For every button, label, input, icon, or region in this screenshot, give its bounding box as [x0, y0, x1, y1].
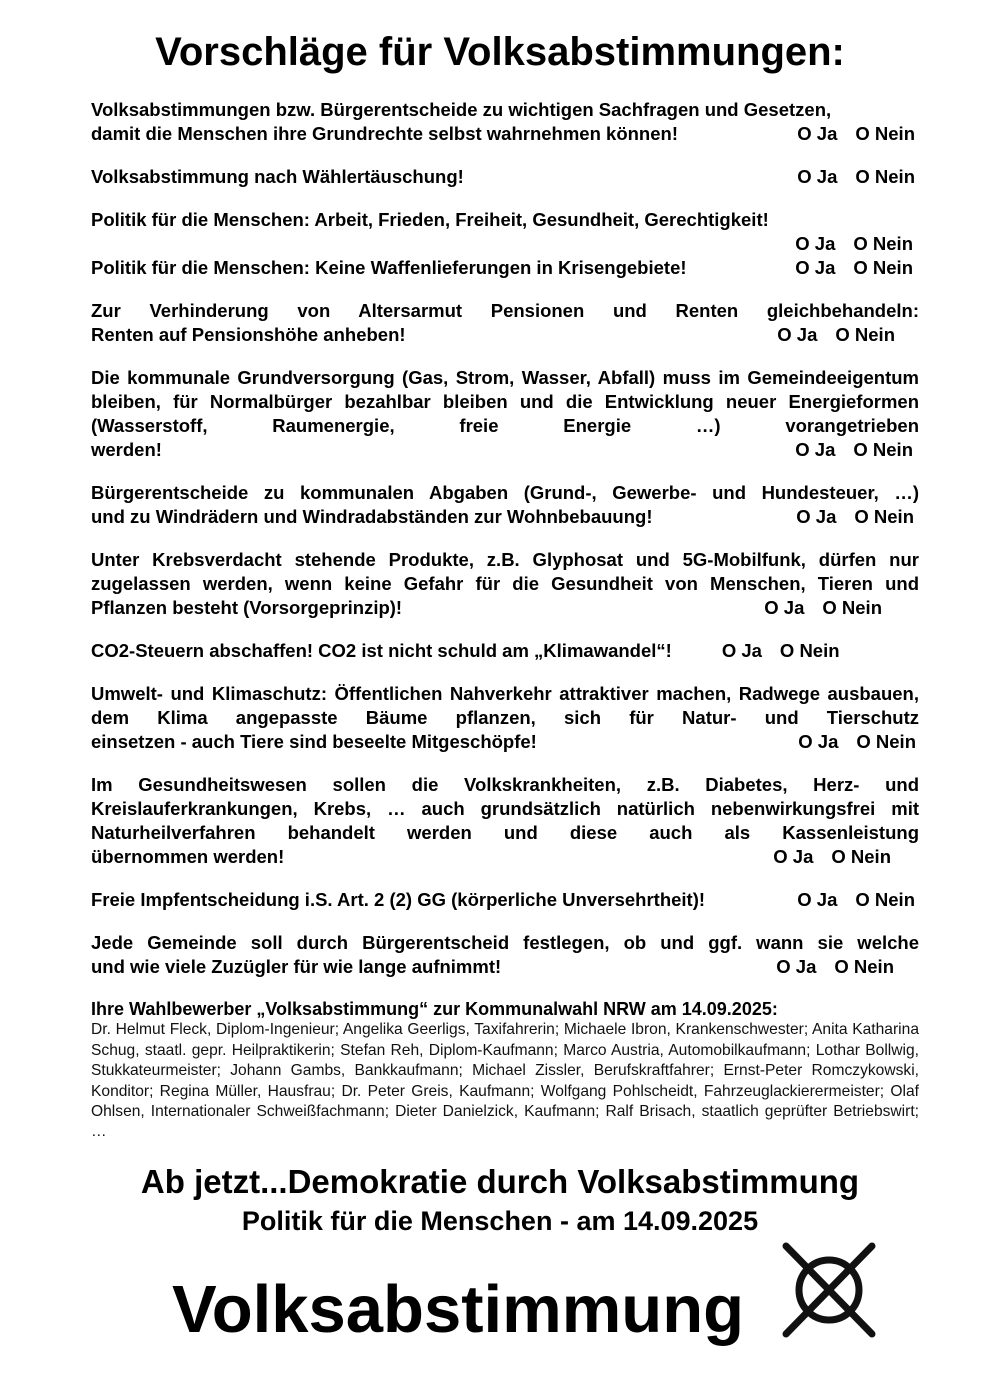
vote-options [797, 165, 915, 189]
vote-yes-option[interactable]: O Ja [795, 233, 836, 255]
proposal-item [91, 165, 919, 189]
proposal-text: Freie Impfentscheidung i.S. Art. 2 (2) GG (körperliche Unversehrtheit)! [91, 888, 706, 910]
vote-yes-option[interactable]: O Ja [776, 956, 817, 978]
vote-no-option[interactable]: O Nein [831, 845, 891, 867]
vote-no-option[interactable]: O Nein [855, 166, 915, 188]
proposal-item [91, 481, 919, 529]
proposal-text: Volksabstimmung nach Wählertäuschung! [91, 166, 464, 188]
proposal-last-line [91, 955, 919, 979]
vote-options [798, 730, 916, 754]
proposal-item [91, 299, 919, 347]
proposal-item [91, 208, 919, 256]
proposal-last-line [91, 639, 919, 663]
vote-options [773, 845, 891, 869]
vote-no-option[interactable]: O Nein [834, 956, 894, 978]
proposal-text: und zu Windrädern und Windradabständen zur Wohnbebauung! [91, 505, 653, 527]
vote-no-option[interactable]: O Nein [822, 596, 882, 618]
vote-yes-option[interactable]: O Ja [721, 640, 762, 662]
vote-no-option[interactable]: O Nein [853, 256, 913, 278]
proposal-text: Renten auf Pensionshöhe anheben! [91, 324, 406, 346]
proposal-text: Zur Verhinderung von Altersarmut Pensionen und Renten gleichbehandeln: [91, 300, 919, 322]
proposal-list [91, 98, 919, 1143]
vote-no-option[interactable]: O Nein [856, 730, 916, 752]
proposal-item [91, 639, 919, 663]
proposal-text: werden! [91, 438, 162, 460]
vote-no-option[interactable]: O Nein [854, 505, 914, 527]
vote-options [722, 639, 840, 663]
proposal-text: Politik für die Menschen: Keine Waffenlieferungen in Krisengebiete! [91, 256, 687, 278]
vote-no-option[interactable]: O Nein [835, 324, 895, 346]
proposal-text: Unter Krebsverdacht stehende Produkte, z.B. Glyphosat und 5G-Mobilfunk, dürfen nur zugelassen werden, wenn keine Gefahr für die Gesundheit von Menschen, Tieren und [91, 549, 919, 594]
vote-no-option[interactable]: O Nein [853, 438, 913, 460]
vote-no-option[interactable]: O Nein [855, 888, 915, 910]
vote-options [776, 955, 894, 979]
proposal-last-line [91, 845, 919, 869]
proposal-text: Umwelt- und Klimaschutz: Öffentlichen Nahverkehr attraktiver machen, Radwege ausbauen, dem Klima angepasste Bäume pflanzen, sich für Natur- und Tierschutz [91, 683, 919, 729]
proposal-item [91, 548, 919, 619]
vote-options [795, 256, 913, 280]
vote-options [797, 888, 915, 912]
proposal-text: CO2-Steuern abschaffen! CO2 ist nicht schuld am „Klimawandel“! [91, 640, 672, 662]
party-name: Volksabstimmung [172, 1272, 745, 1347]
vote-options [777, 323, 895, 347]
proposal-last-line [91, 232, 919, 256]
vote-yes-option[interactable]: O Ja [797, 122, 838, 144]
vote-yes-option[interactable]: O Ja [773, 845, 814, 867]
slogan-headline: Ab jetzt...Demokratie durch Volksabstimmung [140, 1163, 860, 1200]
proposal-text: Pflanzen besteht (Vorsorgeprinzip)! [91, 596, 403, 618]
proposal-item [91, 931, 919, 979]
proposal-last-line [91, 730, 919, 754]
proposal-last-line [91, 505, 919, 529]
vote-yes-option[interactable]: O Ja [798, 730, 839, 752]
proposal-text: Volksabstimmungen bzw. Bürgerentscheide zu wichtigen Sachfragen und Gesetzen, [91, 99, 832, 120]
vote-yes-option[interactable]: O Ja [795, 256, 836, 278]
proposal-text: und wie viele Zuzügler für wie lange aufnimmt! [91, 956, 502, 978]
proposal-last-line [91, 122, 919, 146]
vote-yes-option[interactable]: O Ja [797, 166, 838, 188]
proposal-item [91, 682, 919, 753]
proposal-item [91, 888, 919, 912]
candidates-section [91, 998, 919, 1142]
proposal-text: damit die Menschen ihre Grundrechte selbst wahrnehmen können! [91, 122, 678, 144]
vote-options [795, 232, 913, 256]
proposal-text: übernommen werden! [91, 845, 285, 867]
vote-yes-option[interactable]: O Ja [795, 438, 836, 460]
vote-options [797, 122, 915, 146]
proposal-item [91, 98, 919, 146]
proposal-text: einsetzen - auch Tiere sind beseelte Mitgeschöpfe! [91, 730, 537, 752]
proposal-text: Die kommunale Grundversorgung (Gas, Strom, Wasser, Abfall) muss im Gemeindeeigentum bleiben, für Normalbürger bezahlbar bleiben und die Entwicklung neuer Energieformen (Wasserstoff, Raumenergie, freie Energie …) vorangetrieben [91, 367, 919, 436]
proposal-last-line [91, 323, 919, 347]
vote-options [796, 505, 914, 529]
proposal-text: Jede Gemeinde soll durch Bürgerentscheid festlegen, ob und ggf. wann sie welche [91, 932, 919, 954]
proposal-last-line [91, 256, 919, 280]
vote-yes-option[interactable]: O Ja [797, 888, 838, 910]
ballot-cross-icon [778, 1240, 880, 1340]
proposal-last-line [91, 596, 919, 620]
proposal-last-line [91, 165, 919, 189]
candidates-heading: Ihre Wahlbewerber „Volksabstimmung“ zur Kommunalwahl NRW am 14.09.2025: [91, 999, 778, 1020]
page-title: Vorschläge für Volksabstimmungen: [155, 30, 845, 74]
vote-yes-option[interactable]: O Ja [777, 324, 818, 346]
proposal-item [91, 256, 919, 280]
proposal-text: Bürgerentscheide zu kommunalen Abgaben (Grund-, Gewerbe- und Hundesteuer, …) [91, 482, 919, 504]
proposal-item [91, 773, 919, 868]
slogan-subline: Politik für die Menschen - am 14.09.2025 [241, 1206, 759, 1236]
vote-no-option[interactable]: O Nein [853, 233, 913, 255]
vote-yes-option[interactable]: O Ja [796, 505, 837, 527]
vote-no-option[interactable]: O Nein [779, 640, 840, 662]
proposal-last-line [91, 888, 919, 912]
candidates-list: Dr. Helmut Fleck, Diplom-Ingenieur; Angelika Geerligs, Taxifahrerin; Michaele Ibron, Krankenschwester; Anita Katharina Schug, staatl. gepr. Heilpraktikerin; Stefan Reh, Diplom-Kaufmann; Marco Austria, Automobilkaufmann; Lothar Bollwig, Stukkateurmeister; Johann Gambs, Bankkaufmann; Michael Zissler, Berufskraftfahrer; Ernst-Peter Romczykowski, Konditor; Regina Müller, Hausfrau; Dr. Peter Greis, Kaufmann; Wolfgang Pohlscheidt, Fahrzeuglackierermeister; Olaf Ohlsen, Internationaler Schweißfachmann; Dieter Danielzick, Kaufmann; Ralf Brisach, staatlich geprüfter Betriebswirt; … [91, 1021, 919, 1141]
vote-options [795, 438, 913, 462]
vote-yes-option[interactable]: O Ja [764, 596, 805, 618]
proposal-text: Politik für die Menschen: Arbeit, Frieden, Freiheit, Gesundheit, Gerechtigkeit! [91, 209, 769, 231]
proposal-item [91, 366, 919, 461]
proposal-text: Im Gesundheitswesen sollen die Volkskrankheiten, z.B. Diabetes, Herz- und Kreislauferkrankungen, Krebs, … auch grundsätzlich natürlich nebenwirkungsfrei mit Naturheilverfahren behandelt werden und diese auch als Kassenleistung [91, 774, 919, 843]
proposal-last-line [91, 438, 919, 462]
vote-options [764, 596, 882, 620]
vote-no-option[interactable]: O Nein [855, 122, 915, 144]
